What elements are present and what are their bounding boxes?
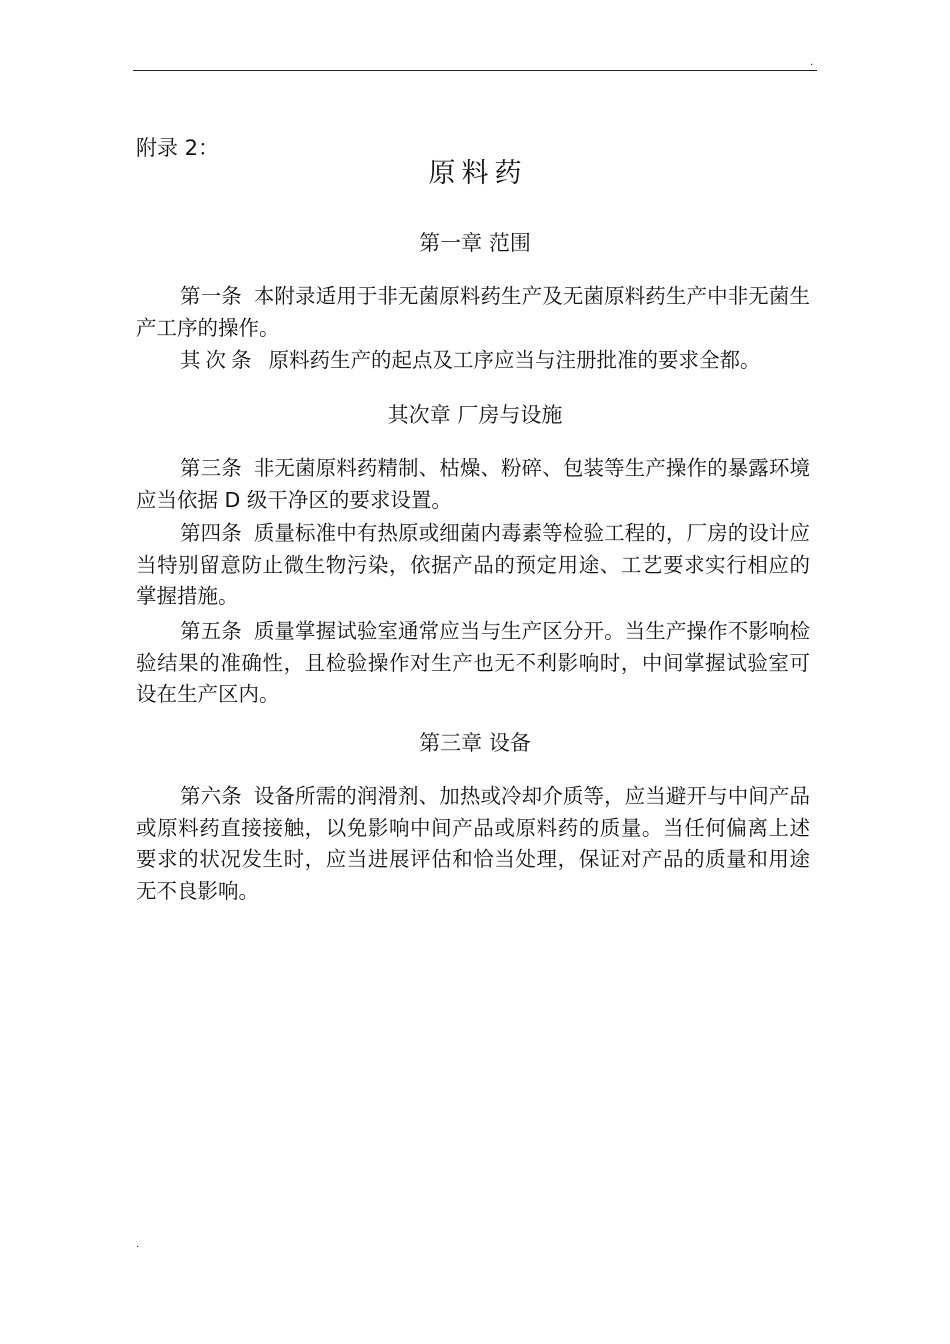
article-text: 非无菌原料药精制、枯燥、粉碎、包装等生产操作的暴露环境应当依据 D 级干净区的要求设置。 bbox=[136, 456, 811, 512]
article-paragraph bbox=[136, 616, 810, 711]
footer-mark: . bbox=[136, 1239, 140, 1250]
article-number: 第三条 bbox=[180, 456, 242, 480]
article-text: 本附录适用于非无菌原料药生产及无菌原料药生产中非无菌生产工序的操作。 bbox=[136, 284, 811, 340]
article-paragraph bbox=[136, 518, 810, 613]
article-paragraph bbox=[136, 453, 810, 516]
article-paragraph bbox=[136, 345, 810, 377]
article-text: 质量掌握试验室通常应当与生产区分开。当生产操作不影响检验结果的准确性，且检验操作对生产也无不利影响时，中间掌握试验室可设在生产区内。 bbox=[136, 619, 811, 706]
header-rule bbox=[133, 70, 817, 71]
header-mark: . bbox=[810, 57, 814, 68]
article-paragraph bbox=[136, 281, 810, 344]
article-number: 第一条 bbox=[180, 284, 242, 308]
document-title: 原料药 bbox=[428, 158, 528, 189]
chapter-heading: 其次章 厂房与设施 bbox=[387, 403, 563, 427]
article-text: 设备所需的润滑剂、加热或冷却介质等，应当避开与中间产品或原料药直接接触，以免影响中间产品或原料药的质量。当任何偏离上述要求的状况发生时，应当进展评估和恰当处理，保证对产品的质量和用途无不良影响。 bbox=[136, 784, 811, 903]
article-number: 第五条 bbox=[180, 619, 242, 643]
article-number: 第四条 bbox=[180, 521, 242, 545]
article-text: 质量标准中有热原或细菌内毒素等检验工程的，厂房的设计应当特别留意防止微生物污染，依据产品的预定用途、工艺要求实行相应的掌握措施。 bbox=[136, 521, 811, 608]
chapter-heading: 第一章 范围 bbox=[419, 231, 531, 255]
article-number: 其次条 bbox=[180, 348, 257, 372]
chapter-heading: 第三章 设备 bbox=[419, 731, 531, 755]
article-number: 第六条 bbox=[180, 784, 242, 808]
article-text: 原料药生产的起点及工序应当与注册批准的要求全都。 bbox=[268, 348, 761, 372]
article-paragraph bbox=[136, 781, 810, 907]
appendix-label: 附录 2： bbox=[136, 136, 220, 160]
